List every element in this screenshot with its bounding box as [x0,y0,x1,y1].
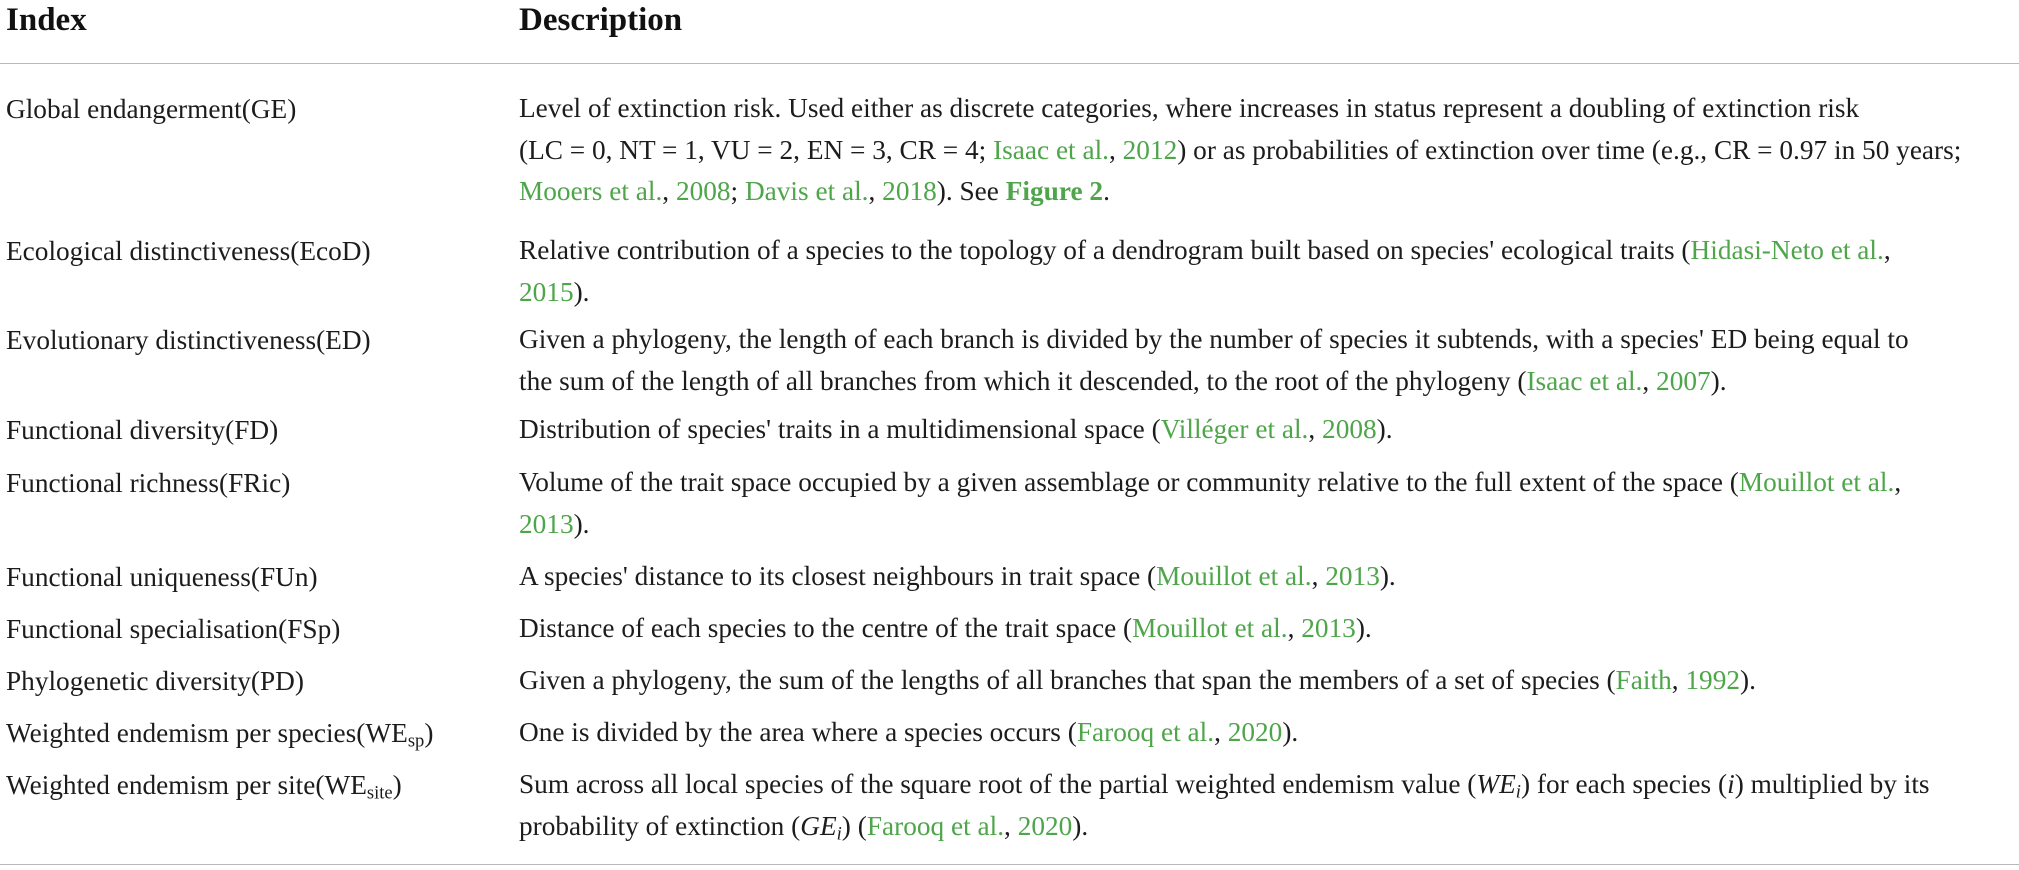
description-cell [519,88,2014,213]
text-segment: ) multiplied by its [1734,769,1930,799]
description-cell [519,608,2014,650]
description-line: Level of extinction risk. Used either as discrete categories, where increases in status represent a doubling of extinction risk [519,93,1860,123]
citation-link[interactable] [1156,561,1380,591]
citation-year: 2013 [1325,561,1380,591]
text-segment: ; [730,176,745,206]
text-segment: Sum across all local species of the square root of the partial weighted endemism value ( [519,769,1477,799]
citation-separator: , [1642,365,1657,396]
text-segment: ). [1355,613,1372,643]
text-segment: Volume of the trait space occupied by a given assemblage or community relative to the full extent of the space ( [519,467,1739,497]
description-line [519,504,2014,546]
text-segment: ). [1379,561,1396,591]
citation-year: 2007 [1656,365,1711,396]
text-segment: ). [1740,665,1756,695]
citation-link[interactable] [1739,467,1901,497]
citation-link[interactable] [1691,235,1891,265]
citation-author: Faith [1615,665,1672,695]
text-segment: ) for each species ( [1520,769,1728,799]
citation-link[interactable] [867,811,1072,841]
text-segment: the sum of the length of all branches from which it descended, to the root of the phylogeny ( [519,365,1527,396]
description-cell [519,764,2014,847]
text-segment: Distance of each species to the centre of the trait space ( [519,613,1133,643]
description-line [519,272,2014,314]
figure-link[interactable]: Figure 2 [1005,176,1104,206]
description-line [519,556,2014,598]
citation-author: Farooq et al. [1076,717,1215,747]
citation-year: 2020 [1227,717,1283,747]
text-segment: (LC = 0, NT = 1, VU = 2, EN = 3, CR = 4; [519,134,994,165]
description-line [519,608,2014,650]
index-cell [6,712,511,754]
citation-separator: , [1894,467,1902,497]
citation-author: Villéger et al. [1160,414,1309,444]
citation-link[interactable]: 2013 [519,508,574,539]
citation-author: Mouillot et al. [1738,467,1895,497]
text-segment: . [1103,176,1110,206]
citation-separator: , [1109,134,1123,165]
citation-separator: , [1671,665,1686,695]
description-cell [519,462,2014,545]
text-segment: ). [573,508,590,539]
index-cell: Ecological distinctiveness(EcoD) [6,236,371,266]
index-cell: Phylogenetic diversity(PD) [6,666,304,696]
description-line [519,409,2014,451]
citation-separator: , [1214,717,1228,747]
citation-year: 2012 [1122,134,1178,165]
description-cell [519,230,2014,313]
citation-author: Davis et al. [744,176,869,206]
index-text: ) [392,770,402,800]
citation-separator: , [662,176,676,206]
header-rule [0,63,2019,64]
column-header-index: Index [6,2,87,38]
description-cell [519,319,2014,402]
index-cell: Evolutionary distinctiveness(ED) [6,325,371,355]
text-segment: A species' distance to its closest neighbours in trait space ( [519,561,1157,591]
math-variable: i [1727,769,1735,799]
citation-link[interactable] [1161,414,1377,444]
text-segment: Distribution of species' traits in a multidimensional space ( [519,414,1161,444]
citation-year: 1992 [1685,665,1740,695]
citation-link[interactable]: 2015 [519,276,574,307]
description-line [519,712,2014,754]
index-text: Weighted endemism per species(WE [6,718,408,748]
citation-link[interactable] [1526,366,1710,396]
index-subscript: site [366,782,393,804]
citation-separator: , [1311,561,1326,591]
citation-author: Mouillot et al. [1156,561,1312,591]
citation-author: Isaac et al. [1526,365,1643,396]
citation-separator: , [1287,613,1302,643]
citation-link[interactable] [1132,613,1356,643]
description-line [519,230,2014,272]
index-cell: Functional uniqueness(FUn) [6,562,318,592]
column-header-description: Description [519,2,683,38]
text-segment: Relative contribution of a species to the topology of a dendrogram built based on species' ecological traits ( [519,235,1691,265]
text-segment: ). [1282,717,1299,747]
index-cell [6,764,511,806]
citation-author: Mooers et al. [519,176,663,206]
citation-author: Farooq et al. [866,810,1005,841]
citation-year: 2008 [1322,414,1377,444]
citation-author: Isaac et al. [993,134,1109,165]
index-subscript: sp [407,730,425,752]
citation-link[interactable] [745,176,937,206]
index-cell: Functional diversity(FD) [6,415,279,445]
math-symbol: GE [800,810,837,841]
description-cell [519,556,2014,598]
index-cell: Global endangerment(GE) [6,94,297,124]
description-line [519,806,2014,848]
citation-author: Hidasi-Neto et al. [1690,235,1884,265]
index-cell: Functional richness(FRic) [6,468,291,498]
text-segment: Given a phylogeny, the sum of the lengths of all branches that span the members of a set of species ( [519,665,1616,695]
description-line [519,462,2014,504]
citation-separator: , [1004,810,1018,841]
citation-author: Mouillot et al. [1132,613,1288,643]
description-line [519,361,2014,403]
description-line [519,660,2014,702]
citation-year: 2008 [675,176,731,206]
math-subscript: i [1515,781,1521,803]
description-cell [519,712,2014,754]
description-cell [519,409,2014,451]
citation-year: 2013 [1301,613,1356,643]
math-symbol: WE [1476,769,1516,799]
citation-year: 2018 [882,176,937,206]
description-cell [519,660,2014,702]
citation-link[interactable] [1077,717,1282,747]
text-segment: One is divided by the area where a species occurs ( [519,717,1077,747]
math-variable [800,810,842,845]
description-line [519,171,2014,213]
citation-separator: , [1308,414,1323,444]
math-variable [1476,769,1521,803]
text-segment: ). [1376,414,1393,444]
description-line [519,764,2014,806]
index-text: Weighted endemism per site(WE [6,770,367,800]
citation-separator: , [868,176,883,206]
index-text: ) [424,718,434,748]
citation-year: 2020 [1017,810,1073,841]
text-segment: probability of extinction ( [519,810,801,841]
index-cell: Functional specialisation(FSp) [6,614,341,644]
citation-separator: , [1883,235,1891,265]
text-segment: ). [1072,810,1089,841]
citation-link[interactable] [993,135,1177,165]
text-segment: ). [573,276,590,307]
text-segment: ) ( [841,810,867,841]
description-line: Given a phylogeny, the length of each branch is divided by the number of species it subtends, with a species' ED being equal to [519,324,1909,354]
citation-link[interactable] [519,176,731,206]
text-segment: ). See [936,176,1006,206]
text-segment: ) or as probabilities of extinction over time (e.g., CR = 0.97 in 50 years; [1177,134,1962,165]
footer-rule [0,864,2019,865]
citation-link[interactable] [1616,665,1740,695]
description-line [519,130,2014,172]
math-subscript: i [836,823,842,845]
text-segment: ). [1710,365,1727,396]
